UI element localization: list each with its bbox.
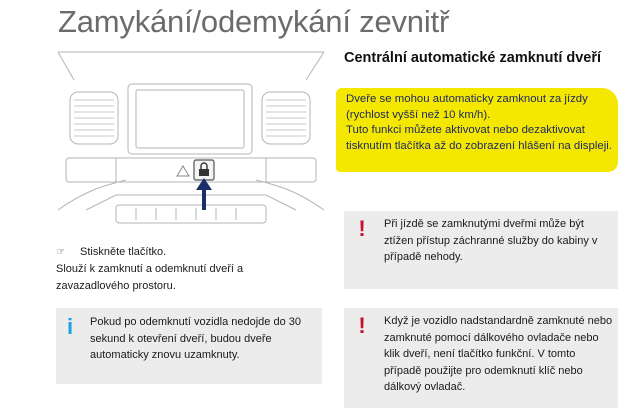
info-icon: i [66,314,74,339]
section-heading: Centrální automatické zamknutí dveří [344,50,602,66]
warning-text-2: Když je vozidlo nadstandardně zamknuté nebo zamknuté pomocí dálkového ovladače nebo klik dveří, není tlačítko funkční. V tomto případě použijte pro odemknutí klíč nebo dálkový ovladač. [384,315,613,393]
exclamation-warning-icon: ! [358,216,366,241]
exclamation-warning-icon: ! [358,313,366,338]
dashboard-illustration [56,50,326,230]
highlight-text [346,92,626,154]
pointing-hand-icon: ☞ [56,247,65,258]
page-title: Zamykání/odemykání zevnitř [58,4,450,39]
highlight-line-2: Tuto funkci můžete aktivovat nebo dezaktivovat tisknutím tlačítka až do zobrazení hlášení na displeji. [346,124,612,152]
warning-text-1: Při jízdě se zamknutými dveřmi může být ztížen přístup záchranné služby do kabiny v případě nehody. [384,218,598,263]
highlight-line-1: Dveře se mohou automaticky zamknout za jízdy (rychlost vyšší než 10 km/h). [346,93,588,121]
press-step [56,244,316,295]
press-step-label: Stiskněte tlačítko. [80,246,167,258]
info-note-text: Pokud po odemknutí vozidla nedojde do 30 sekund k otevření dveří, budou dveře automaticky znovu uzamknuty. [90,316,301,361]
press-step-description: Slouží k zamknutí a odemknutí dveří a zavazadlového prostoru. [56,263,244,292]
